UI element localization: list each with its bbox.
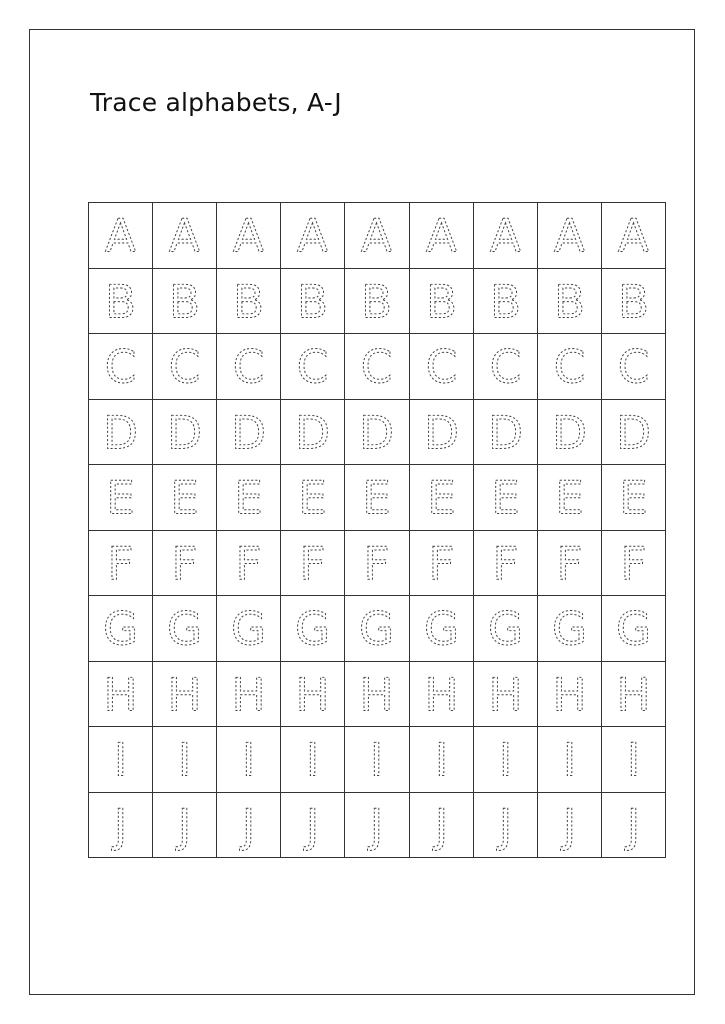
- trace-letter: I: [242, 733, 256, 787]
- dotted-letter: [281, 531, 344, 596]
- dotted-letter: [602, 662, 665, 727]
- dotted-letter: [474, 596, 537, 661]
- trace-letter: A: [489, 209, 521, 263]
- dotted-letter: [153, 662, 216, 727]
- trace-letter: H: [231, 668, 266, 722]
- trace-letter: G: [167, 602, 203, 656]
- dotted-letter: [345, 269, 408, 334]
- dotted-letter: [153, 400, 216, 465]
- trace-cell: [538, 727, 602, 793]
- trace-cell: [153, 531, 217, 597]
- trace-cell: [281, 465, 345, 531]
- trace-cell: [474, 596, 538, 662]
- trace-cell: [153, 465, 217, 531]
- trace-letter: D: [167, 406, 203, 460]
- dotted-letter: [217, 531, 280, 596]
- trace-cell: [345, 596, 409, 662]
- dotted-letter: [345, 203, 408, 268]
- trace-letter: J: [562, 799, 577, 853]
- trace-cell: [474, 269, 538, 335]
- trace-cell: [281, 793, 345, 859]
- trace-cell: [153, 203, 217, 269]
- trace-letter: H: [552, 668, 587, 722]
- trace-cell: [410, 662, 474, 728]
- dotted-letter: [281, 269, 344, 334]
- dotted-letter: [602, 203, 665, 268]
- trace-cell: [538, 596, 602, 662]
- worksheet-title: Trace alphabets, A-J: [90, 88, 342, 117]
- trace-letter: J: [242, 799, 256, 853]
- trace-letter: E: [619, 471, 648, 525]
- trace-cell: [410, 596, 474, 662]
- trace-letter: H: [424, 668, 459, 722]
- dotted-letter: [281, 400, 344, 465]
- trace-cell: [538, 531, 602, 597]
- dotted-letter: [474, 793, 537, 858]
- trace-cell: [89, 269, 153, 335]
- trace-cell: [153, 596, 217, 662]
- trace-cell: [602, 400, 666, 466]
- trace-letter: H: [488, 668, 523, 722]
- dotted-letter: [474, 662, 537, 727]
- trace-cell: [410, 465, 474, 531]
- dotted-letter: [345, 531, 408, 596]
- trace-letter: G: [615, 602, 652, 656]
- trace-cell: [474, 334, 538, 400]
- trace-cell: [217, 465, 281, 531]
- trace-letter: A: [169, 209, 201, 263]
- trace-letter: C: [425, 340, 457, 394]
- dotted-letter: [281, 203, 344, 268]
- dotted-letter: [474, 727, 537, 792]
- trace-letter: C: [361, 340, 393, 394]
- trace-letter: B: [233, 275, 265, 329]
- trace-cell: [538, 203, 602, 269]
- dotted-letter: [602, 334, 665, 399]
- trace-cell: [345, 400, 409, 466]
- trace-cell: [474, 465, 538, 531]
- trace-letter: B: [489, 275, 521, 329]
- trace-cell: [281, 269, 345, 335]
- trace-letter: B: [553, 275, 585, 329]
- trace-letter: G: [551, 602, 587, 656]
- dotted-letter: [410, 400, 473, 465]
- dotted-letter: [345, 465, 408, 530]
- trace-cell: [602, 662, 666, 728]
- trace-cell: [538, 793, 602, 859]
- dotted-letter: [474, 269, 537, 334]
- trace-letter: H: [103, 668, 138, 722]
- trace-cell: [410, 727, 474, 793]
- trace-letter: D: [551, 406, 587, 460]
- trace-letter: F: [363, 537, 391, 591]
- dotted-letter: [89, 793, 152, 858]
- dotted-letter: [410, 334, 473, 399]
- dotted-letter: [281, 334, 344, 399]
- dotted-letter: [217, 400, 280, 465]
- dotted-letter: [345, 596, 408, 661]
- trace-cell: [602, 203, 666, 269]
- trace-letter: J: [306, 799, 320, 853]
- trace-letter: E: [490, 471, 520, 525]
- trace-letter: A: [233, 209, 265, 263]
- trace-letter: A: [425, 209, 457, 263]
- dotted-letter: [410, 203, 473, 268]
- trace-cell: [153, 334, 217, 400]
- dotted-letter: [538, 727, 601, 792]
- trace-cell: [89, 596, 153, 662]
- dotted-letter: [474, 203, 537, 268]
- trace-cell: [602, 334, 666, 400]
- trace-letter: F: [620, 537, 647, 591]
- dotted-letter: [89, 334, 152, 399]
- trace-cell: [89, 662, 153, 728]
- trace-letter: F: [556, 537, 583, 591]
- trace-cell: [217, 596, 281, 662]
- trace-cell: [345, 334, 409, 400]
- trace-cell: [345, 203, 409, 269]
- trace-letter: A: [553, 209, 585, 263]
- dotted-letter: [602, 269, 665, 334]
- dotted-letter: [153, 334, 216, 399]
- trace-letter: H: [359, 668, 395, 722]
- trace-cell: [345, 793, 409, 859]
- dotted-letter: [89, 203, 152, 268]
- trace-cell: [410, 334, 474, 400]
- dotted-letter: [345, 334, 408, 399]
- trace-cell: [281, 727, 345, 793]
- trace-letter: J: [113, 799, 128, 853]
- dotted-letter: [153, 596, 216, 661]
- dotted-letter: [153, 269, 216, 334]
- trace-letter: C: [232, 340, 265, 394]
- trace-cell: [217, 727, 281, 793]
- dotted-letter: [217, 269, 280, 334]
- trace-letter: G: [487, 602, 523, 656]
- dotted-letter: [345, 793, 408, 858]
- dotted-letter: [89, 662, 152, 727]
- trace-letter: D: [231, 406, 267, 460]
- trace-letter: E: [106, 471, 135, 525]
- tracing-grid: [88, 202, 666, 858]
- trace-cell: [281, 662, 345, 728]
- trace-letter: F: [107, 537, 134, 591]
- dotted-letter: [474, 531, 537, 596]
- trace-letter: A: [361, 209, 393, 263]
- dotted-letter: [410, 727, 473, 792]
- trace-letter: D: [423, 406, 459, 460]
- dotted-letter: [217, 662, 280, 727]
- trace-letter: J: [498, 799, 512, 853]
- dotted-letter: [538, 203, 601, 268]
- dotted-letter: [153, 465, 216, 530]
- trace-cell: [89, 793, 153, 859]
- dotted-letter: [89, 596, 152, 661]
- trace-letter: C: [297, 340, 329, 394]
- trace-letter: B: [105, 275, 137, 329]
- trace-letter: I: [113, 733, 128, 787]
- trace-letter: H: [295, 668, 330, 722]
- dotted-letter: [89, 465, 152, 530]
- trace-letter: B: [361, 275, 393, 329]
- dotted-letter: [281, 793, 344, 858]
- trace-letter: G: [231, 602, 267, 656]
- trace-cell: [281, 531, 345, 597]
- trace-letter: E: [234, 471, 264, 525]
- trace-cell: [217, 531, 281, 597]
- dotted-letter: [153, 531, 216, 596]
- dotted-letter: [345, 400, 408, 465]
- trace-cell: [217, 334, 281, 400]
- trace-cell: [89, 727, 153, 793]
- dotted-letter: [410, 662, 473, 727]
- trace-cell: [345, 662, 409, 728]
- trace-letter: J: [434, 799, 448, 853]
- trace-letter: G: [295, 602, 331, 656]
- trace-cell: [89, 334, 153, 400]
- trace-cell: [89, 400, 153, 466]
- trace-cell: [602, 727, 666, 793]
- trace-letter: E: [426, 471, 456, 525]
- dotted-letter: [281, 662, 344, 727]
- trace-cell: [217, 269, 281, 335]
- trace-letter: I: [306, 733, 320, 787]
- dotted-letter: [410, 465, 473, 530]
- trace-letter: I: [562, 733, 577, 787]
- trace-letter: C: [553, 340, 586, 394]
- trace-letter: G: [102, 602, 139, 656]
- trace-cell: [345, 727, 409, 793]
- trace-letter: I: [626, 733, 641, 787]
- dotted-letter: [217, 203, 280, 268]
- trace-letter: B: [617, 275, 649, 329]
- trace-letter: F: [171, 537, 198, 591]
- trace-letter: I: [370, 733, 384, 787]
- trace-cell: [281, 334, 345, 400]
- dotted-letter: [538, 793, 601, 858]
- dotted-letter: [89, 400, 152, 465]
- dotted-letter: [89, 269, 152, 334]
- dotted-letter: [345, 662, 408, 727]
- trace-letter: D: [103, 406, 139, 460]
- trace-cell: [602, 269, 666, 335]
- dotted-letter: [602, 727, 665, 792]
- dotted-letter: [538, 334, 601, 399]
- dotted-letter: [538, 400, 601, 465]
- trace-cell: [602, 596, 666, 662]
- trace-letter: A: [617, 209, 649, 263]
- trace-letter: C: [168, 340, 201, 394]
- trace-cell: [153, 662, 217, 728]
- dotted-letter: [538, 465, 601, 530]
- trace-cell: [217, 400, 281, 466]
- trace-cell: [217, 793, 281, 859]
- dotted-letter: [474, 465, 537, 530]
- trace-cell: [281, 400, 345, 466]
- dotted-letter: [410, 531, 473, 596]
- trace-letter: C: [489, 340, 522, 394]
- trace-cell: [410, 400, 474, 466]
- dotted-letter: [410, 596, 473, 661]
- trace-cell: [153, 269, 217, 335]
- trace-letter: F: [492, 537, 519, 591]
- trace-cell: [538, 465, 602, 531]
- trace-letter: H: [616, 668, 651, 722]
- trace-letter: J: [177, 799, 192, 853]
- trace-letter: B: [297, 275, 329, 329]
- trace-cell: [474, 531, 538, 597]
- trace-cell: [410, 269, 474, 335]
- trace-cell: [281, 203, 345, 269]
- trace-cell: [538, 334, 602, 400]
- trace-cell: [474, 400, 538, 466]
- trace-letter: F: [299, 537, 326, 591]
- dotted-letter: [538, 269, 601, 334]
- trace-cell: [89, 531, 153, 597]
- dotted-letter: [217, 465, 280, 530]
- trace-letter: I: [434, 733, 448, 787]
- trace-letter: A: [297, 209, 329, 263]
- trace-letter: B: [169, 275, 201, 329]
- trace-letter: I: [177, 733, 192, 787]
- trace-letter: I: [498, 733, 512, 787]
- trace-cell: [602, 531, 666, 597]
- trace-letter: H: [167, 668, 202, 722]
- trace-letter: J: [626, 799, 641, 853]
- trace-cell: [474, 662, 538, 728]
- trace-cell: [345, 465, 409, 531]
- trace-cell: [153, 727, 217, 793]
- trace-letter: D: [359, 406, 395, 460]
- trace-letter: D: [295, 406, 331, 460]
- dotted-letter: [602, 531, 665, 596]
- trace-letter: D: [615, 406, 651, 460]
- dotted-letter: [281, 596, 344, 661]
- dotted-letter: [217, 596, 280, 661]
- trace-cell: [345, 531, 409, 597]
- trace-cell: [410, 531, 474, 597]
- trace-letter: F: [428, 537, 455, 591]
- dotted-letter: [602, 400, 665, 465]
- dotted-letter: [538, 531, 601, 596]
- trace-cell: [410, 203, 474, 269]
- dotted-letter: [153, 203, 216, 268]
- trace-cell: [474, 203, 538, 269]
- trace-cell: [153, 400, 217, 466]
- dotted-letter: [474, 400, 537, 465]
- trace-cell: [217, 662, 281, 728]
- trace-cell: [281, 596, 345, 662]
- dotted-letter: [217, 793, 280, 858]
- dotted-letter: [345, 727, 408, 792]
- trace-letter: A: [105, 209, 137, 263]
- trace-letter: E: [554, 471, 584, 525]
- dotted-letter: [281, 727, 344, 792]
- trace-cell: [410, 793, 474, 859]
- trace-letter: G: [359, 602, 395, 656]
- trace-letter: D: [487, 406, 523, 460]
- trace-cell: [89, 203, 153, 269]
- dotted-letter: [153, 727, 216, 792]
- dotted-letter: [538, 662, 601, 727]
- dotted-letter: [410, 269, 473, 334]
- trace-cell: [538, 269, 602, 335]
- trace-cell: [153, 793, 217, 859]
- dotted-letter: [281, 465, 344, 530]
- trace-letter: C: [617, 340, 650, 394]
- trace-cell: [217, 203, 281, 269]
- trace-cell: [474, 793, 538, 859]
- dotted-letter: [217, 334, 280, 399]
- dotted-letter: [538, 596, 601, 661]
- dotted-letter: [602, 596, 665, 661]
- dotted-letter: [217, 727, 280, 792]
- dotted-letter: [474, 334, 537, 399]
- trace-letter: C: [104, 340, 137, 394]
- trace-letter: E: [362, 471, 392, 525]
- trace-cell: [602, 465, 666, 531]
- trace-cell: [89, 465, 153, 531]
- trace-letter: E: [170, 471, 199, 525]
- dotted-letter: [89, 727, 152, 792]
- dotted-letter: [153, 793, 216, 858]
- dotted-letter: [602, 793, 665, 858]
- trace-cell: [474, 727, 538, 793]
- dotted-letter: [602, 465, 665, 530]
- trace-letter: F: [235, 537, 262, 591]
- trace-cell: [538, 662, 602, 728]
- trace-cell: [538, 400, 602, 466]
- trace-letter: E: [298, 471, 328, 525]
- trace-letter: J: [370, 799, 384, 853]
- trace-letter: B: [425, 275, 457, 329]
- trace-letter: G: [423, 602, 459, 656]
- dotted-letter: [89, 531, 152, 596]
- trace-cell: [345, 269, 409, 335]
- dotted-letter: [410, 793, 473, 858]
- trace-cell: [602, 793, 666, 859]
